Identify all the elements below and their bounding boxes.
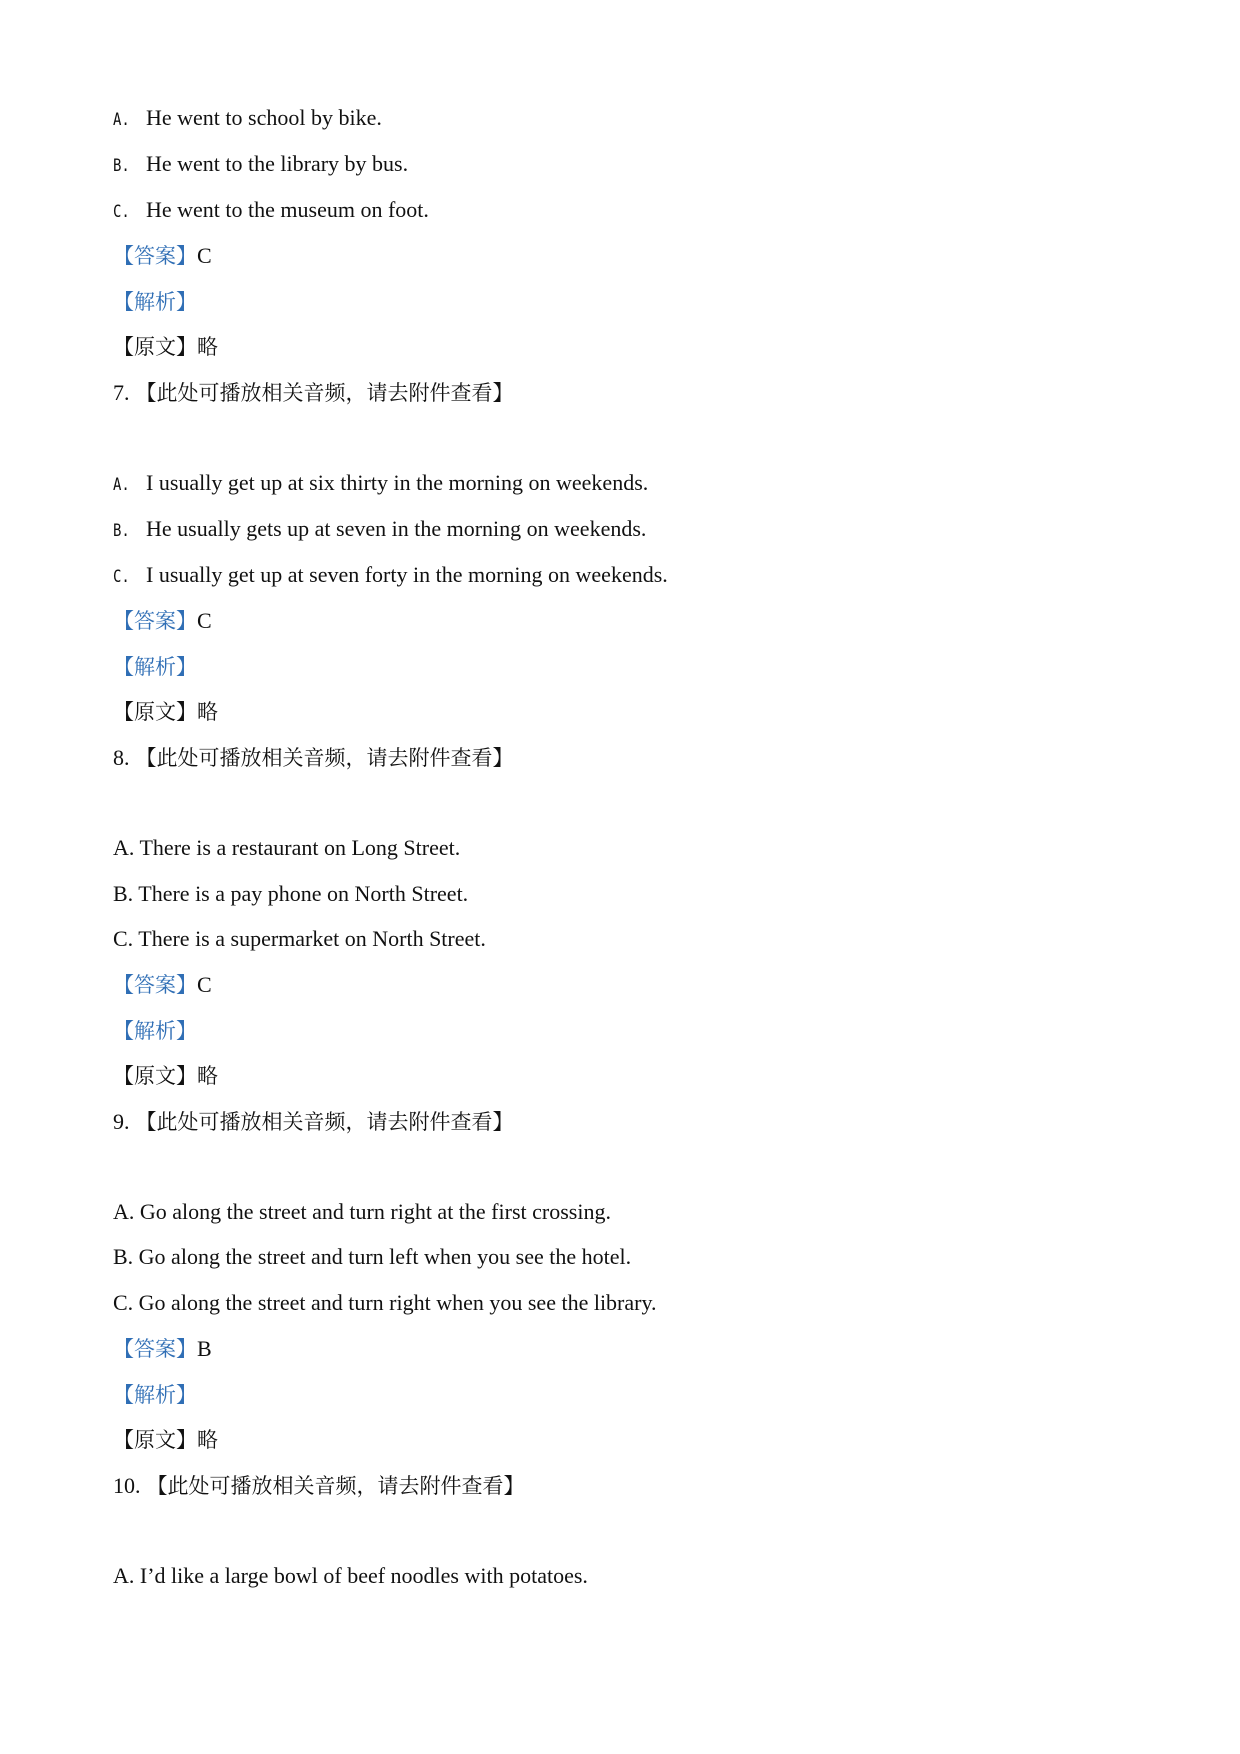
question-number: 7. (113, 380, 130, 405)
q10-option-a: A. I’d like a large bowl of beef noodles with potatoes. (113, 1563, 588, 1588)
answer-label: 【答案】 (113, 1337, 197, 1361)
question-number: 10. (113, 1473, 141, 1498)
q8-original (113, 1061, 218, 1091)
q7-answer (113, 606, 212, 636)
q9-option-c: C. Go along the street and turn right when you see the library. (113, 1290, 657, 1315)
q9-original (113, 1425, 218, 1455)
option-text: He went to school by bike. (146, 105, 382, 130)
q6-option-b (113, 149, 408, 181)
analysis-label: 【解析】 (113, 290, 197, 314)
option-letter: C. (113, 202, 130, 222)
option-text: He went to the library by bus. (146, 151, 409, 176)
q9-answer (113, 1334, 212, 1364)
answer-value: B (197, 1336, 212, 1361)
q6-option-c (113, 195, 429, 227)
q7-analysis (113, 652, 197, 682)
answer-value: C (197, 243, 212, 268)
option-letter: B. (113, 521, 130, 541)
q8-analysis (113, 1016, 197, 1046)
original-value: 略 (197, 335, 218, 359)
answer-label: 【答案】 (113, 609, 197, 633)
answer-label: 【答案】 (113, 244, 197, 268)
q8-header (113, 743, 514, 773)
q8-answer (113, 970, 212, 1000)
q7-option-b (113, 514, 646, 546)
answer-label: 【答案】 (113, 973, 197, 997)
option-text: I usually get up at seven forty in the morning on weekends. (146, 562, 668, 587)
original-value: 略 (197, 1064, 218, 1088)
original-label: 【原文】 (113, 1428, 197, 1452)
q7-original (113, 697, 218, 727)
original-label: 【原文】 (113, 335, 197, 359)
answer-value: C (197, 608, 212, 633)
q6-analysis (113, 287, 197, 317)
answer-value: C (197, 972, 212, 997)
audio-prompt: 【此处可播放相关音频，请去附件查看】 (135, 1110, 514, 1134)
question-number: 8. (113, 745, 130, 770)
option-text: He usually gets up at seven in the morning on weekends. (146, 516, 647, 541)
q9-header (113, 1107, 514, 1137)
original-value: 略 (197, 700, 218, 724)
option-letter: C. (113, 567, 130, 587)
option-letter: A. (113, 110, 130, 130)
audio-prompt: 【此处可播放相关音频，请去附件查看】 (135, 746, 514, 770)
q6-original (113, 332, 218, 362)
q8-option-b: B. There is a pay phone on North Street. (113, 881, 469, 906)
q9-analysis (113, 1380, 197, 1410)
audio-prompt: 【此处可播放相关音频，请去附件查看】 (135, 381, 514, 405)
original-label: 【原文】 (113, 1064, 197, 1088)
analysis-label: 【解析】 (113, 655, 197, 679)
analysis-label: 【解析】 (113, 1383, 197, 1407)
q8-option-c: C. There is a supermarket on North Street. (113, 926, 486, 951)
q10-header (113, 1471, 525, 1501)
q7-option-a (113, 468, 648, 500)
option-letter: A. (113, 475, 130, 495)
analysis-label: 【解析】 (113, 1019, 197, 1043)
q7-option-c (113, 560, 668, 592)
q8-option-a: A. There is a restaurant on Long Street. (113, 835, 461, 860)
question-number: 9. (113, 1109, 130, 1134)
q6-answer (113, 241, 212, 271)
audio-prompt: 【此处可播放相关音频，请去附件查看】 (146, 1474, 525, 1498)
q9-option-b: B. Go along the street and turn left when you see the hotel. (113, 1244, 632, 1269)
option-letter: B. (113, 156, 130, 176)
option-text: He went to the museum on foot. (146, 197, 429, 222)
q7-header (113, 378, 514, 408)
original-value: 略 (197, 1428, 218, 1452)
option-text: I usually get up at six thirty in the morning on weekends. (146, 470, 649, 495)
q9-option-a: A. Go along the street and turn right at the first crossing. (113, 1199, 611, 1224)
q6-option-a (113, 103, 382, 135)
original-label: 【原文】 (113, 700, 197, 724)
